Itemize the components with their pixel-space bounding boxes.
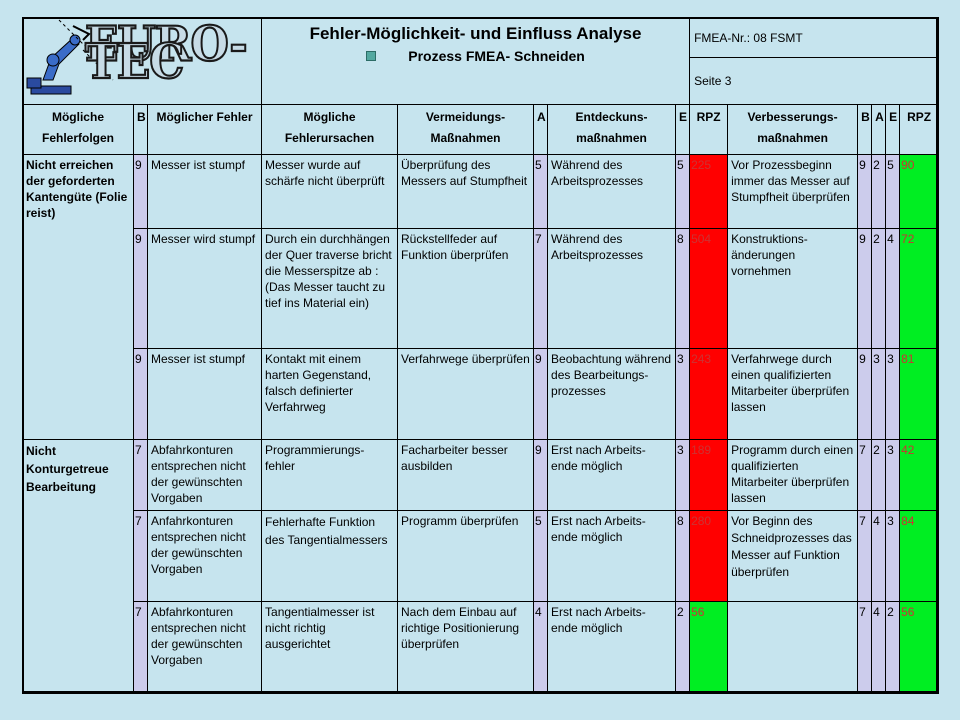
occurrence-cell: 9 bbox=[534, 440, 548, 511]
page-number: Seite 3 bbox=[690, 58, 939, 105]
entdeckung-cell: Beobachtung während des Bearbeitungs- prozesses bbox=[548, 349, 676, 440]
fehler-cell: Messer ist stumpf bbox=[148, 155, 262, 229]
col-vermeidung: Vermeidungs- Maßnahmen bbox=[398, 105, 534, 155]
fehlerfolge-cell: Nicht Konturgetreue Bearbeitung bbox=[23, 440, 134, 694]
col-b2: B bbox=[858, 105, 872, 155]
ursache-cell: Messer wurde auf schärfe nicht überprüft bbox=[262, 155, 398, 229]
detection-cell: 2 bbox=[676, 602, 690, 694]
ursache-cell: Durch ein durchhängen der Quer traverse bricht die Messerspitze ab :(Das Messer taucht zu tief ins Material ein) bbox=[262, 229, 398, 349]
detection-new-cell: 4 bbox=[886, 229, 900, 349]
detection-cell: 5 bbox=[676, 155, 690, 229]
col-ursachen: Mögliche Fehlerursachen bbox=[262, 105, 398, 155]
occurrence-cell: 5 bbox=[534, 155, 548, 229]
fehler-cell: Messer wird stumpf bbox=[148, 229, 262, 349]
detection-cell: 3 bbox=[676, 349, 690, 440]
severity-cell: 7 bbox=[134, 602, 148, 694]
rpz-new-cell: 72 bbox=[900, 229, 939, 349]
page-title: Fehler-Möglichkeit- und Einfluss Analyse bbox=[309, 24, 642, 43]
rpz-cell: 56 bbox=[690, 602, 728, 694]
col-b: B bbox=[134, 105, 148, 155]
verbesserung-cell: Konstruktions- änderungen vornehmen bbox=[728, 229, 858, 349]
table-border bbox=[22, 17, 938, 693]
col-rpz2: RPZ bbox=[900, 105, 939, 155]
detection-new-cell: 3 bbox=[886, 349, 900, 440]
fehler-cell: Abfahrkonturen entsprechen nicht der gewünschten Vorgaben bbox=[148, 440, 262, 511]
vermeidung-cell: Überprüfung des Messers auf Stumpfheit bbox=[398, 155, 534, 229]
col-a2: A bbox=[872, 105, 886, 155]
col-folgen: Mögliche Fehlerfolgen bbox=[23, 105, 134, 155]
vermeidung-cell: Facharbeiter besser ausbilden bbox=[398, 440, 534, 511]
entdeckung-cell: Erst nach Arbeits- ende möglich bbox=[548, 511, 676, 602]
detection-new-cell: 5 bbox=[886, 155, 900, 229]
entdeckung-cell: Erst nach Arbeits- ende möglich bbox=[548, 602, 676, 694]
ursache-cell: Kontakt mit einem harten Gegenstand, falsch definierter Verfahrweg bbox=[262, 349, 398, 440]
severity-new-cell: 7 bbox=[858, 602, 872, 694]
detection-cell: 8 bbox=[676, 511, 690, 602]
vermeidung-cell: Rückstellfeder auf Funktion überprüfen bbox=[398, 229, 534, 349]
page-subtitle: Prozess FMEA- Schneiden bbox=[408, 48, 585, 64]
company-logo: EURO-TEC bbox=[23, 18, 262, 105]
occurrence-new-cell: 2 bbox=[872, 440, 886, 511]
col-e2: E bbox=[886, 105, 900, 155]
severity-cell: 9 bbox=[134, 155, 148, 229]
col-entdeckung: Entdeckuns- maßnahmen bbox=[548, 105, 676, 155]
occurrence-new-cell: 3 bbox=[872, 349, 886, 440]
detection-new-cell: 3 bbox=[886, 511, 900, 602]
rpz-new-cell: 42 bbox=[900, 440, 939, 511]
entdeckung-cell: Während des Arbeitsprozesses bbox=[548, 155, 676, 229]
severity-cell: 7 bbox=[134, 511, 148, 602]
rpz-cell: 504 bbox=[690, 229, 728, 349]
rpz-new-cell: 90 bbox=[900, 155, 939, 229]
col-fehler: Möglicher Fehler bbox=[148, 105, 262, 155]
rpz-new-cell: 81 bbox=[900, 349, 939, 440]
entdeckung-cell: Während des Arbeitsprozesses bbox=[548, 229, 676, 349]
vermeidung-cell: Verfahrwege überprüfen bbox=[398, 349, 534, 440]
detection-cell: 3 bbox=[676, 440, 690, 511]
col-verbesserung: Verbesserungs- maßnahmen bbox=[728, 105, 858, 155]
ursache-cell: Programmierungs- fehler bbox=[262, 440, 398, 511]
fehler-cell: Messer ist stumpf bbox=[148, 349, 262, 440]
verbesserung-cell: Vor Beginn des Schneidprozesses das Messer auf Funktion überprüfen bbox=[728, 511, 858, 602]
occurrence-new-cell: 4 bbox=[872, 511, 886, 602]
ursache-cell: Fehlerhafte Funktion des Tangentialmessers bbox=[262, 511, 398, 602]
fehler-cell: Anfahrkonturen entsprechen nicht der gewünschten Vorgaben bbox=[148, 511, 262, 602]
col-a: A bbox=[534, 105, 548, 155]
occurrence-new-cell: 2 bbox=[872, 229, 886, 349]
ursache-cell: Tangentialmesser ist nicht richtig ausgerichtet bbox=[262, 602, 398, 694]
severity-new-cell: 9 bbox=[858, 155, 872, 229]
severity-new-cell: 7 bbox=[858, 511, 872, 602]
entdeckung-cell: Erst nach Arbeits- ende möglich bbox=[548, 440, 676, 511]
rpz-new-cell: 84 bbox=[900, 511, 939, 602]
occurrence-new-cell: 2 bbox=[872, 155, 886, 229]
rpz-cell: 225 bbox=[690, 155, 728, 229]
fehler-cell: Abfahrkonturen entsprechen nicht der gewünschten Vorgaben bbox=[148, 602, 262, 694]
verbesserung-cell: Vor Prozessbeginn immer das Messer auf Stumpfheit überprüfen bbox=[728, 155, 858, 229]
fehlerfolge-cell: Nicht erreichen der geforderten Kantengüte (Folie reist) bbox=[23, 155, 134, 440]
occurrence-cell: 7 bbox=[534, 229, 548, 349]
rpz-cell: 189 bbox=[690, 440, 728, 511]
severity-new-cell: 7 bbox=[858, 440, 872, 511]
col-e: E bbox=[676, 105, 690, 155]
detection-new-cell: 3 bbox=[886, 440, 900, 511]
verbesserung-cell: Programm durch einen qualifizierten Mitarbeiter überprüfen lassen bbox=[728, 440, 858, 511]
detection-cell: 8 bbox=[676, 229, 690, 349]
vermeidung-cell: Nach dem Einbau auf richtige Positionierung überprüfen bbox=[398, 602, 534, 694]
rpz-cell: 280 bbox=[690, 511, 728, 602]
severity-new-cell: 9 bbox=[858, 229, 872, 349]
rpz-cell: 243 bbox=[690, 349, 728, 440]
severity-cell: 9 bbox=[134, 349, 148, 440]
verbesserung-cell: Verfahrwege durch einen qualifizierten Mitarbeiter überprüfen lassen bbox=[728, 349, 858, 440]
severity-cell: 9 bbox=[134, 229, 148, 349]
detection-new-cell: 2 bbox=[886, 602, 900, 694]
occurrence-cell: 4 bbox=[534, 602, 548, 694]
occurrence-new-cell: 4 bbox=[872, 602, 886, 694]
rpz-new-cell: 56 bbox=[900, 602, 939, 694]
occurrence-cell: 5 bbox=[534, 511, 548, 602]
fmea-number: FMEA-Nr.: 08 FSMT bbox=[690, 18, 939, 58]
severity-cell: 7 bbox=[134, 440, 148, 511]
vermeidung-cell: Programm überprüfen bbox=[398, 511, 534, 602]
severity-new-cell: 9 bbox=[858, 349, 872, 440]
occurrence-cell: 9 bbox=[534, 349, 548, 440]
col-rpz: RPZ bbox=[690, 105, 728, 155]
